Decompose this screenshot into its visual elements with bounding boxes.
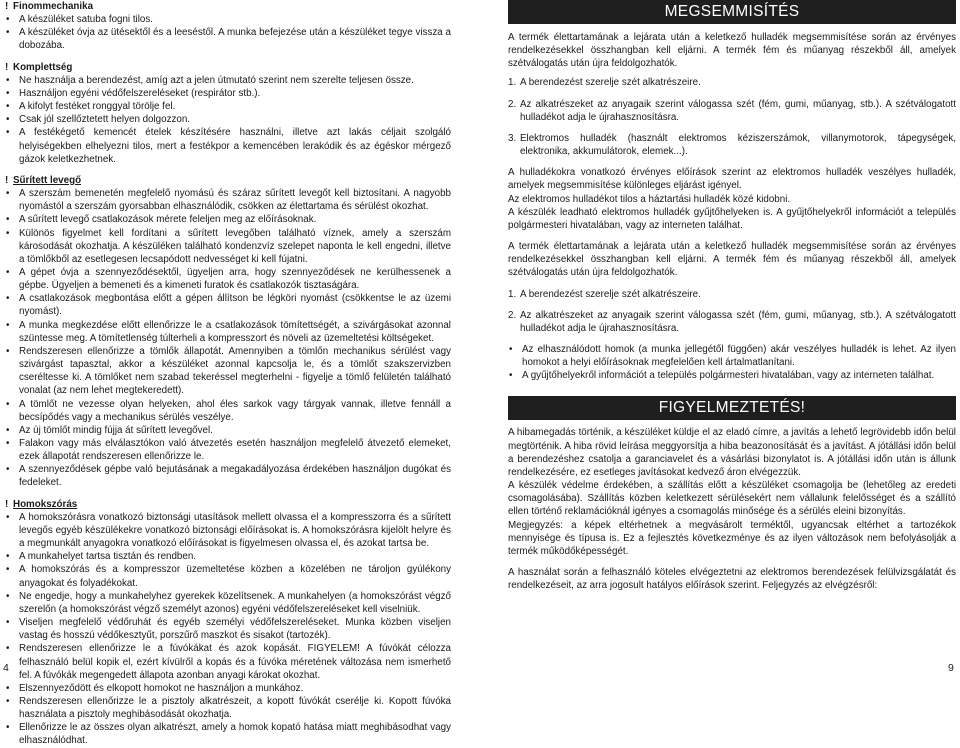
bullet-icon: •	[6, 74, 10, 86]
paragraph: A hibamegadás történik, a készüléket küldje el az eladó címre, a javítás a lehető legrövidebb időn belül megtörténik. A hiba rövid leírása meggyorsítja a hiba beazonosítását és a javítást. A jótállási időn belül a berendezéshez csatolja a garanciavelet és a vásárlási bizonylatot is. A jótállási időn után is állunk rendelkezésére, ez esetleges javításokat kedvező áron elvégezzük.	[508, 427, 956, 478]
paragraph: A használat során a felhasználó köteles elvégeztetni az elektromos berendezések felülvizsgálatát és rendelkezéseit, az arra jogosult hatályos előírások szerint. Feljegyzés az elvégzésről:	[508, 567, 956, 592]
paragraph: A hulladékokra vonatkozó érvényes előírások szerint az elektromos hulladék veszélyes hulladék, amelyek megsemmisítése különleges eljárást igényel.	[508, 167, 956, 192]
paragraph: Az elektromos hulladékot tilos a háztartási hulladék közé kidobni.	[508, 193, 791, 205]
numbered-item: 2. Az alkatrészeket az anyagaik szerint válogassa szét (fém, gumi, műanyag, stb.). A szétválogatott hulladékot adja le újrahasznosításra.	[508, 98, 956, 123]
list-item: • A gyűjtőhelyekről információt a település polgármesteri hivatalában, vagy az interneten találhat.	[509, 370, 935, 382]
bullet-icon: •	[6, 87, 10, 99]
list-item: • Az új tömlőt mindig fújja át sűrített levegővel.	[6, 424, 213, 436]
bullet-icon: •	[6, 617, 10, 629]
paragraph: A termék élettartamának a lejárata után a keletkező hulladék megsemmisítése során az érvényes rendelkezésekkel összhangban kell eljárni. A termék fém és műanyag részekből áll, amelyek szétválogatás után újra feldolgozhatók.	[508, 32, 956, 70]
paragraph: Megjegyzés: a képek eltérhetnek a megvásárolt terméktől, ugyancsak eltérhet a tartozékok mennyisége és típusa is. Ez a fejlesztés következménye és az ilyen változások nem befolyásolják a termék működőképességét.	[508, 519, 956, 557]
bullet-icon: •	[6, 101, 10, 113]
bullet-icon: •	[6, 398, 10, 410]
bullet-icon: •	[6, 511, 10, 523]
warning-mark-icon: !	[5, 498, 9, 510]
list-item: • A sűrített levegő csatlakozások mérete feleljen meg az előírásoknak.	[6, 214, 317, 226]
bullet-icon: •	[6, 188, 10, 200]
page-number-left: 4	[3, 662, 9, 674]
bullet-icon: •	[6, 14, 10, 26]
bullet-icon: •	[6, 227, 10, 239]
bullet-icon: •	[6, 643, 10, 655]
section-heading: ! Finommechanika	[5, 1, 94, 12]
section-homokszoras	[5, 498, 451, 748]
list-item: • Falakon vagy más elválasztókon való átvezetés esetén használjon megfelelő átvezető elemeket, ezek állapotát rendszeresen ellenőrizze le.	[6, 438, 451, 463]
list-item: • A csatlakozások megbontása előtt a gépen állítson be légköri nyomást (csökkentse le az üzemi nyomást).	[6, 293, 451, 318]
paragraph: A készülék védelme érdekében, a szállítás előtt a készüléket csomagolja be (lehetőleg az eredeti csomagolásába). Szállítás közben keletkezett sérülésekért nem vállalunk felelősséget és a szállító ellen történő reklamációknál igényes a csomagolás minősége és a sérülés eleini bizonyítás.	[508, 480, 956, 518]
list-item: • A munka megkezdése előtt ellenőrizze le a csatlakozások tömítettségét, a szivárgásokat azonnal szüntesse meg. A tömítetlenség túlterheli a kompresszort és növeli az üzemeltetési költségeket.	[6, 319, 451, 344]
list-item: • A gépet óvja a szennyeződésektől, ügyeljen arra, hogy szennyeződések ne kerülhessenek a gépbe. Ügyeljen a bemeneti és a kimeneti furatok és csatlakozók tisztaságára.	[6, 266, 451, 292]
list-item: • Viseljen megfelelő védőruhát és egyéb személyi védőfelszereléseket. Munka közben viseljen vastag és hosszú védőkesztyűt, porszűrő maszkot és sisakot (tartozék).	[6, 617, 451, 642]
list-item: • A homokszórásra vonatkozó biztonsági utasítások mellett olvassa el a kompresszorra és a sűrített levegős egyéb készülékekre vonatkozó biztonsági előírásokat is. A homokszórásra kijelölt helyre és a megmunkált anyagokra vonatkozó előírásokat is figyelmesen olvassa el, és azokat tartsa be.	[6, 511, 451, 550]
paragraph: A termék élettartamának a lejárata után a keletkező hulladék megsemmisítése során az érvényes rendelkezésekkel összhangban kell eljárni. A termék fém és műanyag részekből áll, amelyek szétválogatás után újra feldolgozhatók.	[508, 241, 956, 279]
warning-banner: FIGYELMEZTETÉS!	[508, 396, 956, 420]
list-item: • Használjon egyéni védőfelszereléseket (respirátor stb.).	[6, 87, 261, 99]
section-komplettseg	[5, 61, 451, 166]
list-item: • A szennyeződések gépbe való bejutásának a megakadályozása érdekében használjon dugókat és fedeleket.	[6, 464, 451, 489]
bullet-icon: •	[6, 114, 10, 126]
warning-mark-icon: !	[5, 174, 9, 186]
bullet-icon: •	[6, 590, 10, 602]
list-item: • Rendszeresen ellenőrizze le a fúvókákat és azok kopását. FIGYELEM! A fúvókát célozza felhasználó belül kopik el, ezért kívülről a kopás és a fúvóka méretének változása nem ismerhető fel. A fúvókák megengedett állapota azonban anyagi károkat okozhat.	[6, 643, 451, 681]
list-item: • A tömlőt ne vezesse olyan helyeken, ahol éles sarkok vagy tárgyak vannak, illetve fennáll a becsípődés vagy a mechanikus sérülés veszélye.	[6, 398, 451, 423]
bullet-icon: •	[6, 319, 10, 331]
numbered-item: 1. A berendezést szerelje szét alkatrészeire.	[508, 77, 701, 89]
list-item: • A homokszórás és a kompresszor üzemeltetése közben a közelében ne tároljon gyúlékony anyagokat és folyadékokat.	[6, 564, 451, 589]
bullet-icon: •	[6, 551, 10, 563]
disposal-banner: MEGSEMMISÍTÉS	[508, 0, 956, 24]
bullet-icon: •	[6, 424, 10, 436]
left-column	[5, 0, 451, 748]
list-item: • A festékégető kemencét ételek készítésére használni, illetve azt lakás céljait szolgáló helyiségekben elhelyezni tilos, mert a festékpor a kemencében lerakódik és az égéskor mérgező gázok keletkezhetnek.	[6, 127, 451, 165]
list-item: • Az elhasználódott homok (a munka jellegétől függően) akár veszélyes hulladék is lehet. Az ilyen homokot a helyi előírásoknak megfelelően kell ártalmatlanítani.	[509, 343, 956, 369]
list-item: • A készüléket óvja az ütésektől és a leeséstől. A munka befejezése után a készüléket tegye vissza a dobozába.	[6, 27, 451, 52]
list-item: • Ne használja a berendezést, amíg azt a jelen útmutató szerint nem szerelte teljesen össze.	[6, 74, 414, 86]
bullet-icon: •	[6, 27, 10, 39]
bullet-icon: •	[6, 722, 10, 734]
warning-mark-icon: !	[5, 61, 9, 73]
list-item: • Különös figyelmet kell fordítani a sűrített levegőben található víznek, amely a szerszám károsodását okozhatja. A készüléken található kondenzvíz szelepet naponta le kell engedni, illetve a tömlőkből az esetlegesen lecsapódott nedvességet ki kell fújatni.	[6, 227, 451, 265]
paragraph: A készülék leadható elektromos hulladék gyűjtőhelyeken is. A gyűjtőhelyekről információt a település polgármesteri hivatalában, vagy az interneten találhat.	[508, 206, 956, 231]
bullet-icon: •	[6, 682, 10, 694]
list-item: • Elszennyeződött és elkopott homokot ne használjon a munkához.	[6, 682, 304, 694]
section-heading: ! Homokszórás	[5, 498, 78, 510]
right-column	[508, 0, 956, 592]
numbered-item: 1. A berendezést szerelje szét alkatrészeire.	[508, 288, 701, 300]
bullet-icon: •	[6, 345, 10, 357]
numbered-item: 3. Elektromos hulladék (használt elektromos kéziszerszámok, villanymotorok, tápegységek, elektronika, akkumulátorok, elemek...).	[508, 132, 956, 158]
list-item: • Csak jól szellőztetett helyen dolgozzon.	[6, 114, 190, 126]
warning-mark-icon: !	[5, 1, 9, 12]
list-item: • A készüléket satuba fogni tilos.	[6, 14, 153, 26]
bullet-icon: •	[6, 127, 10, 139]
bullet-icon: •	[6, 293, 10, 305]
bullet-icon: •	[6, 266, 10, 278]
list-item: • Rendszeresen ellenőrizze le a pisztoly alkatrészeit, a kopott fúvókát cserélje ki. Kopott fúvóka használata a pisztoly meghibásodását okozhatja.	[6, 695, 451, 721]
section-finommechanika	[5, 0, 451, 53]
section-heading: ! Sűrített levegő	[5, 174, 82, 186]
bullet-icon: •	[6, 464, 10, 476]
bullet-icon: •	[6, 438, 10, 449]
bullet-icon: •	[509, 370, 513, 382]
list-item: • A munkahelyet tartsa tisztán és rendben.	[6, 551, 196, 563]
list-item: • Ellenőrizze le az összes olyan alkatrészt, amely a homok kopató hatása miatt meghibásodhat vagy elhasználódhat.	[6, 722, 451, 747]
bullet-icon: •	[6, 695, 10, 707]
bullet-icon: •	[6, 564, 10, 576]
list-item: • Rendszeresen ellenőrizze a tömlők állapotát. Amennyiben a tömlőn mechanikus sérülést vagy szivárgást tapasztal, akkor a készüléket azonnal kapcsolja le, és a tömlőt szakszervizben cseréltesse ki. A tömlőket nem szabad tekeréssel megterhelni - figyelje a tömlő felületén található vonalat (az nem lehet megtekeredett).	[6, 345, 451, 397]
list-item: • A kifolyt festéket ronggyal törölje fel.	[6, 101, 176, 113]
bullet-icon: •	[509, 343, 513, 355]
list-item: • Ne engedje, hogy a munkahelyhez gyerekek közelítsenek. A munkahelyen (a homokszórást végző szerelőn (a homokszórást végző személyt azonos) egyéni védőfelszereléseket kell viselniük.	[6, 590, 451, 615]
section-suritett-levego	[5, 174, 451, 490]
bullet-icon: •	[6, 214, 10, 226]
section-heading: ! Komplettség	[5, 61, 73, 73]
list-item: • A szerszám bemenetén megfelelő nyomású és száraz sűrített levegőt kell biztosítani. A nagyobb nyomástól a szerszám gyorsabban elhasználódik, csökken az élettartama és sérülést okozhat.	[6, 188, 451, 213]
numbered-item: 2. Az alkatrészeket az anyagaik szerint válogassa szét (fém, gumi, műanyag, stb.). A szétválogatott hulladékot adja le újrahasznosításra.	[508, 309, 956, 334]
page-number-right: 9	[948, 662, 954, 674]
